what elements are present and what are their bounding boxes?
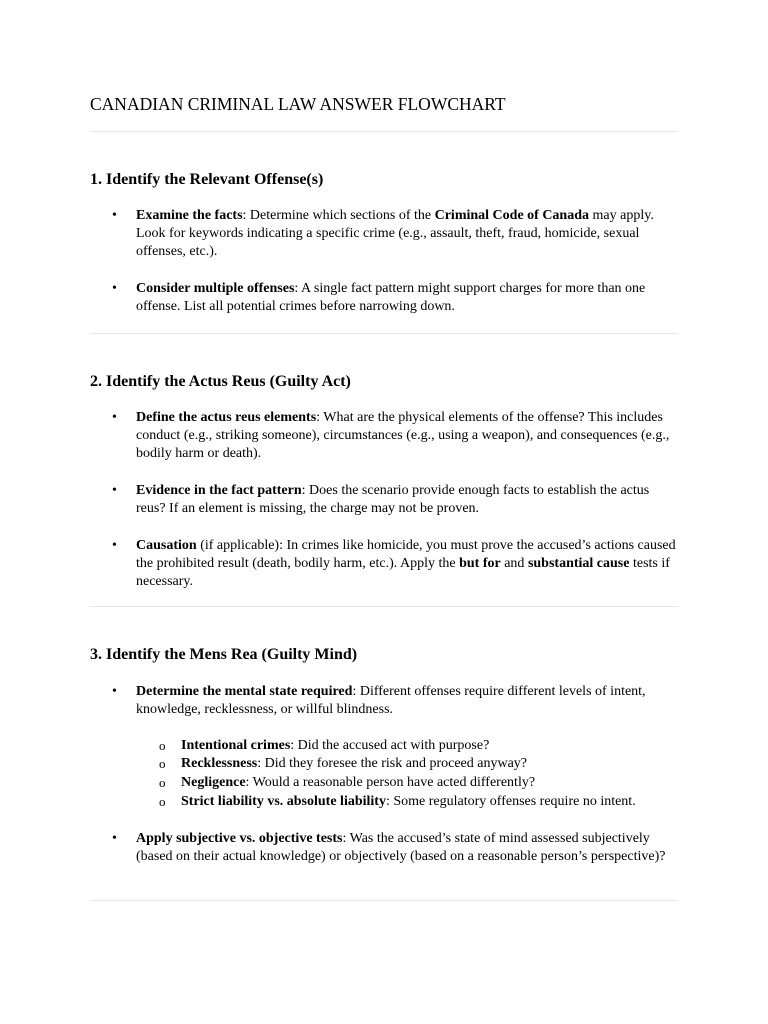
sub-list-item: [90, 737, 678, 755]
list-item-text: Evidence in the fact pattern: Does the scenario provide enough facts to establish the actus reus? If an element is missing, the charge may not be proven.: [136, 483, 650, 516]
sub-list-item: [90, 755, 678, 773]
list-item-text: Define the actus reus elements: What are the physical elements of the offense? This includes conduct (e.g., striking someone), circumstances (e.g., using a weapon), and consequences (e.g., bodily harm or death).: [136, 410, 670, 461]
list-item-text: Consider multiple offenses: A single fact pattern might support charges for more than one offense. List all potential crimes before narrowing down.: [136, 281, 646, 314]
list-item-text: Determine the mental state required: Different offenses require different levels of intent, knowledge, recklessness, or willful blindness.: [136, 684, 646, 717]
document-title: CANADIAN CRIMINAL LAW ANSWER FLOWCHART: [90, 94, 506, 114]
sub-list-item-text: Recklessness: Did they foresee the risk and proceed anyway?: [181, 756, 528, 771]
section-heading-2: 2. Identify the Actus Reus (Guilty Act): [90, 373, 351, 390]
bullet-icon: •: [112, 281, 117, 296]
list-item-text: Examine the facts: Determine which sections of the Criminal Code of Canada may apply. Look for keywords indicating a specific crime (e.g., assault, theft, fraud, homicide, sexual offenses, etc.).: [136, 208, 654, 259]
circle-bullet-icon: o: [159, 794, 166, 809]
sub-list-item: [90, 793, 678, 811]
bullet-icon: •: [112, 208, 117, 223]
divider: [90, 900, 678, 901]
section-heading-3: 3. Identify the Mens Rea (Guilty Mind): [90, 646, 358, 663]
section-heading-1: 1. Identify the Relevant Offense(s): [90, 171, 324, 188]
circle-bullet-icon: o: [159, 756, 166, 771]
sub-list-item-text: Intentional crimes: Did the accused act with purpose?: [181, 738, 490, 753]
divider: [90, 606, 678, 607]
list-item-text: Causation (if applicable): In crimes like homicide, you must prove the accused’s actions caused the prohibited result (death, bodily harm, etc.). Apply the but for and substantial cause tests if necessary.: [136, 538, 676, 589]
circle-bullet-icon: o: [159, 738, 166, 753]
bullet-icon: •: [112, 538, 117, 553]
list-item-text: Apply subjective vs. objective tests: Was the accused’s state of mind assessed subjectively (based on their actual knowledge) or objectively (based on a reasonable person’s perspective)?: [136, 831, 666, 864]
bullet-icon: •: [112, 831, 117, 846]
sub-list-item: [90, 774, 678, 792]
circle-bullet-icon: o: [159, 775, 166, 790]
divider: [90, 333, 678, 334]
bullet-icon: •: [112, 483, 117, 498]
sub-list-item-text: Negligence: Would a reasonable person have acted differently?: [181, 775, 536, 790]
bullet-icon: •: [112, 410, 117, 425]
bullet-icon: •: [112, 684, 117, 699]
sub-list-item-text: Strict liability vs. absolute liability: Some regulatory offenses require no intent.: [181, 794, 636, 809]
divider: [90, 131, 678, 132]
